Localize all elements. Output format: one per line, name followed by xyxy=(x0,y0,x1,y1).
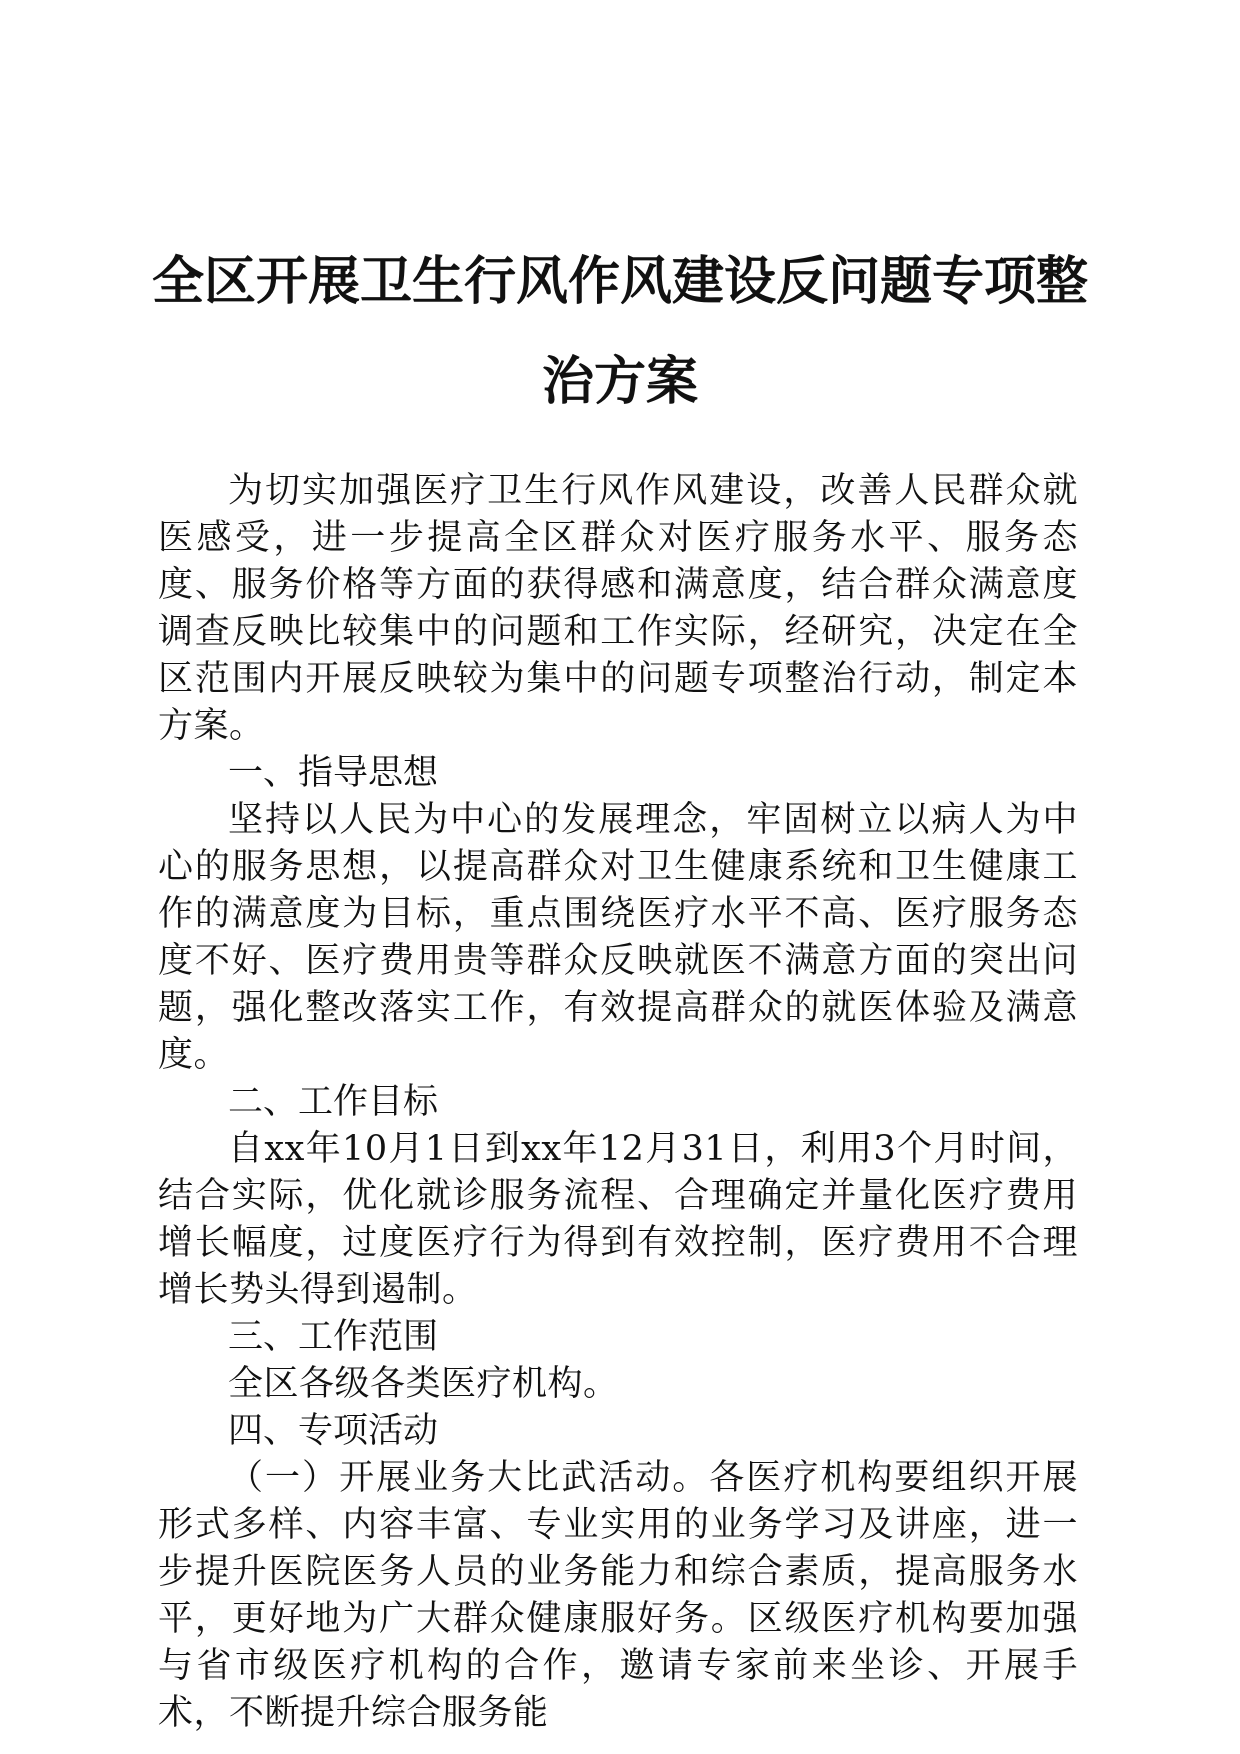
document-body xyxy=(158,468,1078,1737)
intro-paragraph: 为切实加强医疗卫生行风作风建设，改善人民群众就医感受，进一步提高全区群众对医疗服务水平、服务态度、服务价格等方面的获得感和满意度，结合群众满意度调查反映比较集中的问题和工作实际，经研究，决定在全区范围内开展反映较为集中的问题专项整治行动，制定本方案。 xyxy=(158,471,1078,746)
section-text-guiding-thought: 坚持以人民为中心的发展理念，牢固树立以病人为中心的服务思想，以提高群众对卫生健康系统和卫生健康工作的满意度为目标，重点围绕医疗水平不高、医疗服务态度不好、医疗费用贵等群众反映就医不满意方面的突出问题，强化整改落实工作，有效提高群众的就医体验及满意度。 xyxy=(158,800,1078,1075)
document-title: 全区开展卫生行风作风建设反问题专项整治方案 xyxy=(151,251,1088,412)
section-heading-special-activities: 四、专项活动 xyxy=(228,1411,439,1451)
section-heading-work-goal: 二、工作目标 xyxy=(228,1082,439,1122)
section-text-work-scope: 全区各级各类医疗机构。 xyxy=(228,1364,619,1404)
section-heading-work-scope: 三、工作范围 xyxy=(228,1317,439,1357)
section-text-work-goal: 自xx年10月1日到xx年12月31日，利用3个月时间，结合实际，优化就诊服务流程、合理确定并量化医疗费用增长幅度，过度医疗行为得到有效控制，医疗费用不合理增长势头得到遏制。 xyxy=(158,1129,1078,1310)
section-heading-guiding-thought: 一、指导思想 xyxy=(228,753,439,793)
section-text-special-activities: （一）开展业务大比武活动。各医疗机构要组织开展形式多样、内容丰富、专业实用的业务学习及讲座，进一步提升医院医务人员的业务能力和综合素质，提高服务水平，更好地为广大群众健康服好务。区级医疗机构要加强与省市级医疗机构的合作，邀请专家前来坐诊、开展手术，不断提升综合服务能 xyxy=(158,1458,1078,1733)
